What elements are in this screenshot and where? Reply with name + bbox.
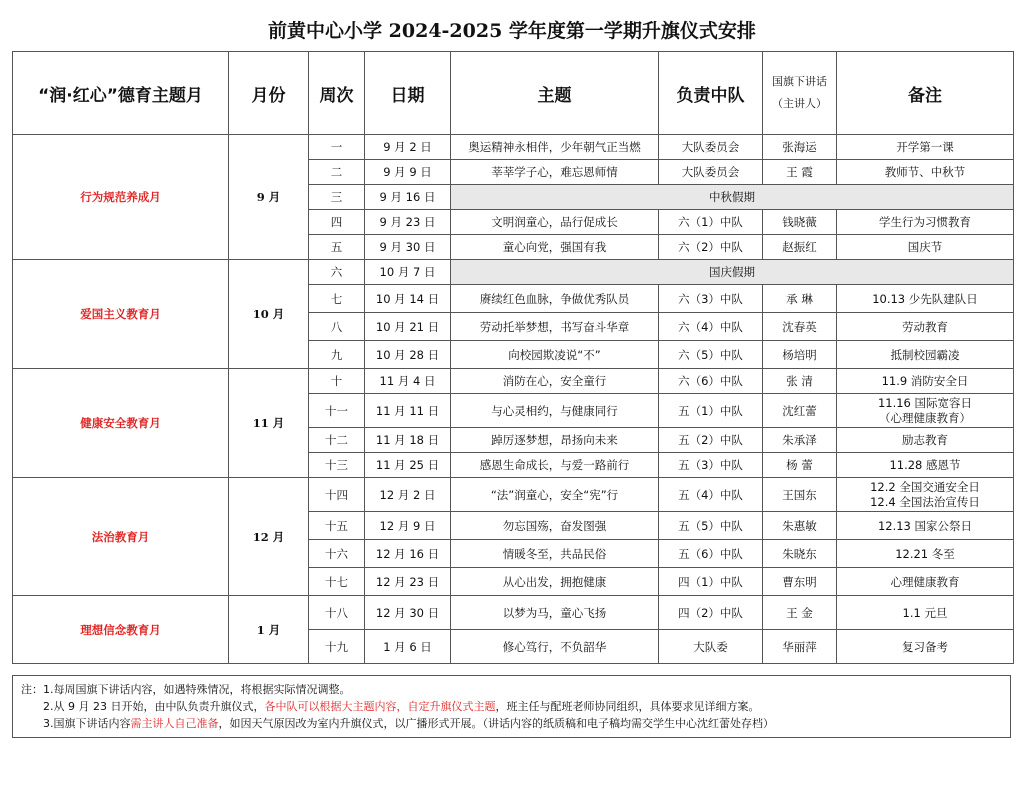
date-cell: 12 月 9 日 xyxy=(365,512,451,540)
week-cell: 十五 xyxy=(309,512,365,540)
speaker-cell: 杨培明 xyxy=(763,341,837,369)
remark-cell: 学生行为习惯教育 xyxy=(837,210,1014,235)
theme-cell: 健康安全教育月 xyxy=(13,369,229,478)
month-cell: 10 月 xyxy=(229,260,309,369)
week-cell: 六 xyxy=(309,260,365,285)
remark-line: 12.2 全国交通安全日 xyxy=(870,479,980,494)
note-3-highlight: 需主讲人自己准备 xyxy=(130,717,219,730)
topic-cell: “法”润童心，安全“宪”行 xyxy=(451,478,659,512)
squad-cell: 五（3）中队 xyxy=(659,453,763,478)
header-speaker-line2: （主讲人） xyxy=(772,97,827,110)
remark-cell: 抵制校园霸凌 xyxy=(837,341,1014,369)
date-cell: 9 月 9 日 xyxy=(365,160,451,185)
date-cell: 10 月 14 日 xyxy=(365,285,451,313)
page-title: 前黄中心小学 2024-2025 学年度第一学期升旗仪式安排 xyxy=(268,20,756,42)
date-cell: 9 月 16 日 xyxy=(365,185,451,210)
remark-cell: 开学第一课 xyxy=(837,135,1014,160)
date-cell: 12 月 16 日 xyxy=(365,540,451,568)
note-3-text: 3.国旗下讲话内容 xyxy=(43,717,131,730)
week-cell: 四 xyxy=(309,210,365,235)
squad-cell: 六（1）中队 xyxy=(659,210,763,235)
speaker-cell: 杨 蕾 xyxy=(763,453,837,478)
squad-cell: 六（5）中队 xyxy=(659,341,763,369)
note-2-highlight: 各中队可以根据大主题内容，自定升旗仪式主题 xyxy=(264,700,496,713)
topic-cell: 情暖冬至，共品民俗 xyxy=(451,540,659,568)
week-cell: 五 xyxy=(309,235,365,260)
table-row xyxy=(13,369,1014,394)
date-cell: 12 月 23 日 xyxy=(365,568,451,596)
squad-cell: 五（4）中队 xyxy=(659,478,763,512)
speaker-cell: 承 琳 xyxy=(763,285,837,313)
week-cell: 十 xyxy=(309,369,365,394)
remark-cell: 1.1 元旦 xyxy=(837,596,1014,630)
topic-cell: 消防在心，安全童行 xyxy=(451,369,659,394)
squad-cell: 四（2）中队 xyxy=(659,596,763,630)
topic-cell: 感恩生命成长，与爱一路前行 xyxy=(451,453,659,478)
squad-cell: 大队委 xyxy=(659,630,763,664)
holiday-cell: 国庆假期 xyxy=(451,260,1014,285)
week-cell: 八 xyxy=(309,313,365,341)
theme-cell: 法治教育月 xyxy=(13,478,229,596)
remark-cell: 劳动教育 xyxy=(837,313,1014,341)
week-cell: 一 xyxy=(309,135,365,160)
date-cell: 11 月 11 日 xyxy=(365,394,451,428)
week-cell: 十一 xyxy=(309,394,365,428)
notes-box xyxy=(12,675,1011,738)
topic-cell: 以梦为马，童心飞扬 xyxy=(451,596,659,630)
week-cell: 十四 xyxy=(309,478,365,512)
week-cell: 十八 xyxy=(309,596,365,630)
week-cell: 十二 xyxy=(309,428,365,453)
note-line-2 xyxy=(13,698,1010,715)
remark-cell: 教师节、中秋节 xyxy=(837,160,1014,185)
squad-cell: 五（2）中队 xyxy=(659,428,763,453)
remark-cell: 11.9 消防安全日 xyxy=(837,369,1014,394)
date-cell: 10 月 7 日 xyxy=(365,260,451,285)
topic-cell: 莘莘学子心，难忘恩师情 xyxy=(451,160,659,185)
header-squad: 负责中队 xyxy=(659,52,763,135)
table-row xyxy=(13,260,1014,285)
remark-cell: 国庆节 xyxy=(837,235,1014,260)
speaker-cell: 王国东 xyxy=(763,478,837,512)
header-theme: “润·红心”德育主题月 xyxy=(13,52,229,135)
speaker-cell: 曹东明 xyxy=(763,568,837,596)
topic-cell: 奥运精神永相伴，少年朝气正当燃 xyxy=(451,135,659,160)
remark-cell xyxy=(837,478,1014,512)
date-cell: 9 月 30 日 xyxy=(365,235,451,260)
topic-cell: 勿忘国殇，奋发图强 xyxy=(451,512,659,540)
header-speaker xyxy=(763,52,837,135)
topic-cell: 童心向党，强国有我 xyxy=(451,235,659,260)
week-cell: 十九 xyxy=(309,630,365,664)
date-cell: 10 月 21 日 xyxy=(365,313,451,341)
speaker-cell: 张 清 xyxy=(763,369,837,394)
remark-cell: 12.21 冬至 xyxy=(837,540,1014,568)
remark-cell: 复习备考 xyxy=(837,630,1014,664)
squad-cell: 五（6）中队 xyxy=(659,540,763,568)
squad-cell: 六（6）中队 xyxy=(659,369,763,394)
squad-cell: 大队委员会 xyxy=(659,160,763,185)
squad-cell: 六（4）中队 xyxy=(659,313,763,341)
remark-line: （心理健康教育） xyxy=(879,410,971,425)
topic-cell: 赓续红色血脉，争做优秀队员 xyxy=(451,285,659,313)
header-speaker-line1: 国旗下讲话 xyxy=(772,75,827,88)
topic-cell: 踔厉逐梦想，昂扬向未来 xyxy=(451,428,659,453)
speaker-cell: 沈春英 xyxy=(763,313,837,341)
remark-cell: 12.13 国家公祭日 xyxy=(837,512,1014,540)
note-line-3 xyxy=(13,715,1010,732)
date-cell: 9 月 2 日 xyxy=(365,135,451,160)
squad-cell: 五（5）中队 xyxy=(659,512,763,540)
speaker-cell: 朱惠敏 xyxy=(763,512,837,540)
squad-cell: 六（3）中队 xyxy=(659,285,763,313)
week-cell: 九 xyxy=(309,341,365,369)
speaker-cell: 王 金 xyxy=(763,596,837,630)
header-row xyxy=(13,52,1014,135)
week-cell: 二 xyxy=(309,160,365,185)
topic-cell: 劳动托举梦想，书写奋斗华章 xyxy=(451,313,659,341)
month-cell: 9 月 xyxy=(229,135,309,260)
remark-cell: 心理健康教育 xyxy=(837,568,1014,596)
topic-cell: 文明润童心，品行促成长 xyxy=(451,210,659,235)
theme-cell: 理想信念教育月 xyxy=(13,596,229,664)
remark-cell xyxy=(837,394,1014,428)
date-cell: 12 月 2 日 xyxy=(365,478,451,512)
speaker-cell: 赵振红 xyxy=(763,235,837,260)
date-cell: 11 月 25 日 xyxy=(365,453,451,478)
speaker-cell: 沈红蕾 xyxy=(763,394,837,428)
table-row xyxy=(13,135,1014,160)
header-remark: 备注 xyxy=(837,52,1014,135)
speaker-cell: 钱晓薇 xyxy=(763,210,837,235)
note-2-text: 2.从 9 月 23 日开始，由中队负责升旗仪式， xyxy=(43,700,265,713)
week-cell: 七 xyxy=(309,285,365,313)
squad-cell: 五（1）中队 xyxy=(659,394,763,428)
topic-cell: 向校园欺凌说“不” xyxy=(451,341,659,369)
remark-cell: 10.13 少先队建队日 xyxy=(837,285,1014,313)
topic-cell: 修心笃行，不负韶华 xyxy=(451,630,659,664)
note-line-1: 注：1.每周国旗下讲话内容，如遇特殊情况，将根据实际情况调整。 xyxy=(21,683,351,696)
squad-cell: 四（1）中队 xyxy=(659,568,763,596)
squad-cell: 六（2）中队 xyxy=(659,235,763,260)
speaker-cell: 朱承泽 xyxy=(763,428,837,453)
date-cell: 1 月 6 日 xyxy=(365,630,451,664)
header-month: 月份 xyxy=(229,52,309,135)
month-cell: 11 月 xyxy=(229,369,309,478)
remark-line: 11.16 国际宽容日 xyxy=(877,395,973,410)
date-cell: 11 月 4 日 xyxy=(365,369,451,394)
date-cell: 9 月 23 日 xyxy=(365,210,451,235)
remark-cell: 11.28 感恩节 xyxy=(837,453,1014,478)
week-cell: 十六 xyxy=(309,540,365,568)
squad-cell: 大队委员会 xyxy=(659,135,763,160)
speaker-cell: 华丽萍 xyxy=(763,630,837,664)
speaker-cell: 王 霞 xyxy=(763,160,837,185)
date-cell: 10 月 28 日 xyxy=(365,341,451,369)
month-cell: 1 月 xyxy=(229,596,309,664)
table-row xyxy=(13,478,1014,512)
date-cell: 11 月 18 日 xyxy=(365,428,451,453)
week-cell: 三 xyxy=(309,185,365,210)
header-date: 日期 xyxy=(365,52,451,135)
date-cell: 12 月 30 日 xyxy=(365,596,451,630)
note-2-text-end: ，班主任与配班老师协同组织，具体要求见详细方案。 xyxy=(495,700,760,713)
week-cell: 十三 xyxy=(309,453,365,478)
week-cell: 十七 xyxy=(309,568,365,596)
holiday-cell: 中秋假期 xyxy=(451,185,1014,210)
remark-cell: 励志教育 xyxy=(837,428,1014,453)
month-cell: 12 月 xyxy=(229,478,309,596)
speaker-cell: 张海运 xyxy=(763,135,837,160)
topic-cell: 与心灵相约，与健康同行 xyxy=(451,394,659,428)
note-3-text-end: ，如因天气原因改为室内升旗仪式，以广播形式开展。（讲话内容的纸质稿和电子稿均需交学生中心沈红蕾处存档） xyxy=(218,717,774,730)
header-week: 周次 xyxy=(309,52,365,135)
table-row xyxy=(13,596,1014,630)
speaker-cell: 朱晓东 xyxy=(763,540,837,568)
remark-line: 12.4 全国法治宣传日 xyxy=(870,494,980,509)
theme-cell: 爱国主义教育月 xyxy=(13,260,229,369)
theme-cell: 行为规范养成月 xyxy=(13,135,229,260)
topic-cell: 从心出发，拥抱健康 xyxy=(451,568,659,596)
header-topic: 主题 xyxy=(451,52,659,135)
schedule-table xyxy=(12,51,1014,664)
